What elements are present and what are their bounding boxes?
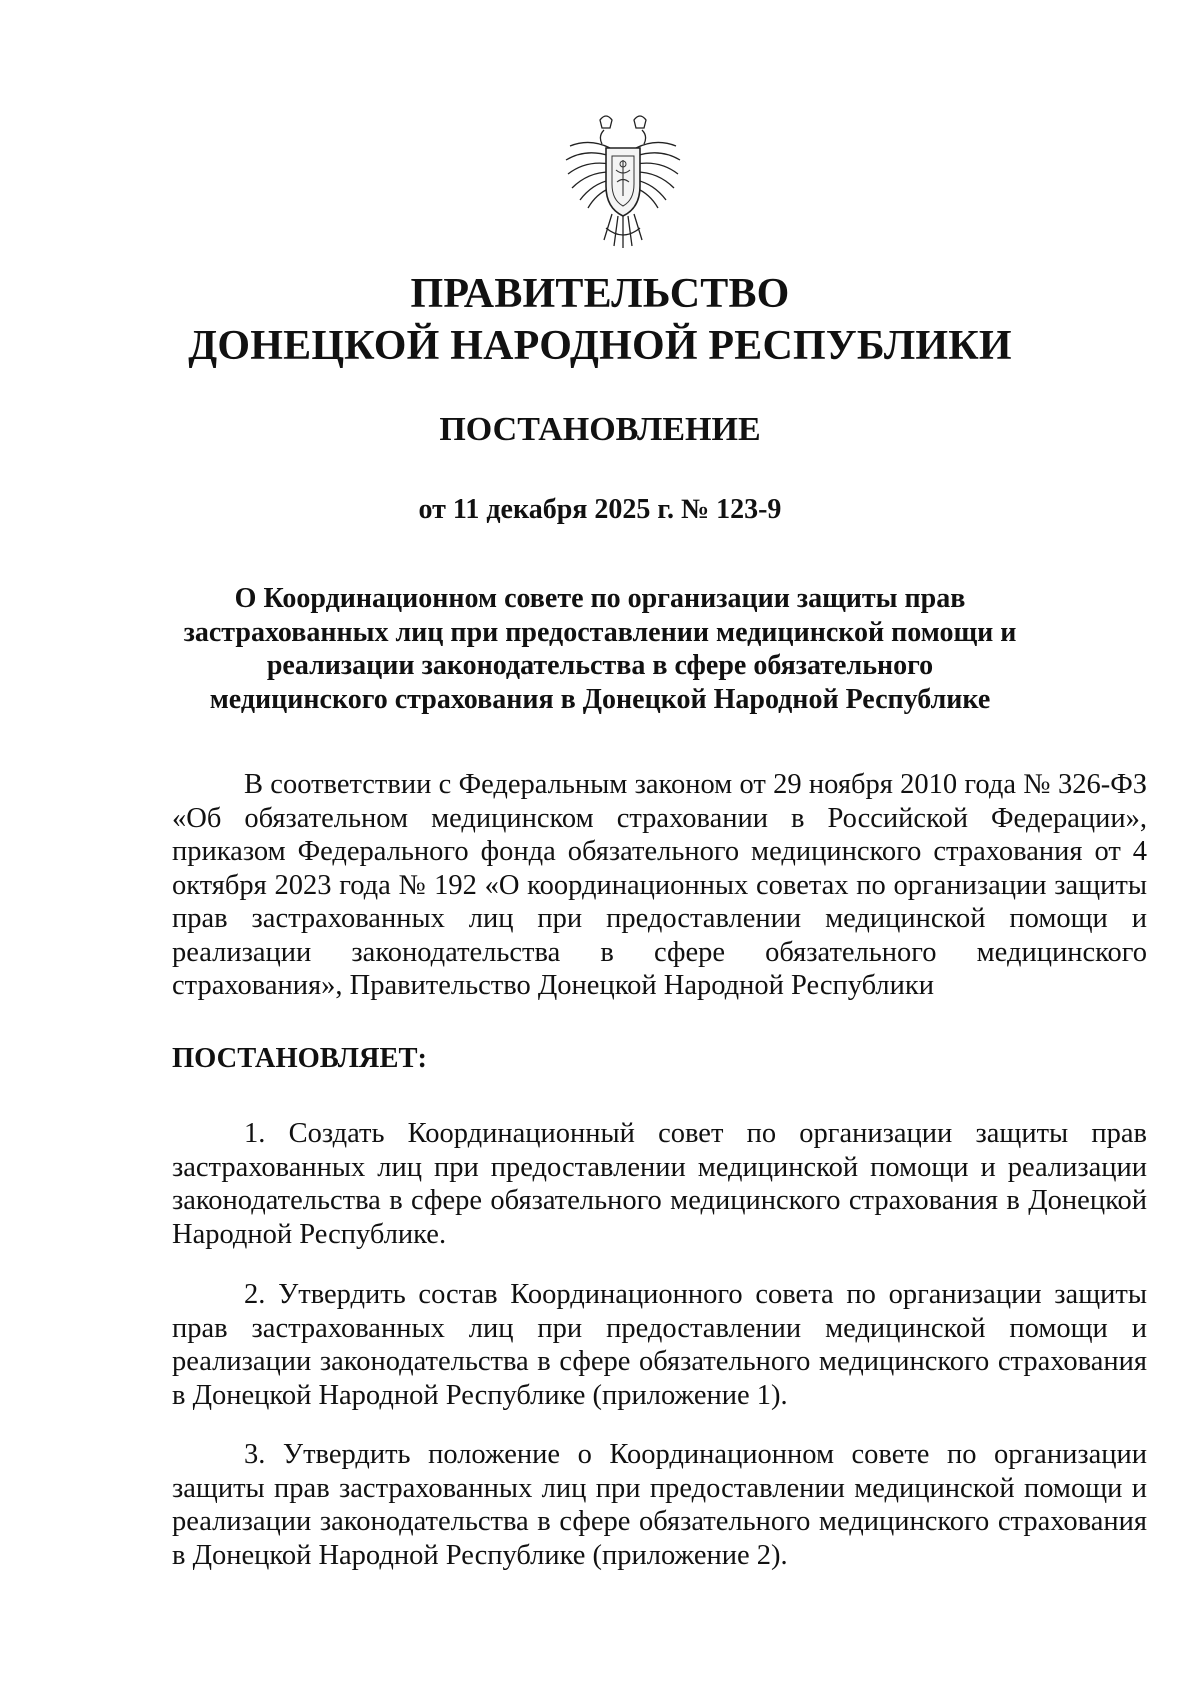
list-item: 3. Утвердить положение о Координационном совете по организации защиты прав застрахованных лиц при предоставлении медицинской помощи и реализации законодательства в сфере обязательного медицинского страхования в Донецкой Народной Республике (приложение 2). bbox=[172, 1439, 1147, 1571]
list-item: 1. Создать Координационный совет по организации защиты прав застрахованных лиц при предоставлении медицинской помощи и реализации законодательства в сфере обязательного медицинского страхования в Донецкой Народной Республике. bbox=[172, 1118, 1147, 1250]
document-title: О Координационном совете по организации защиты прав застрахованных лиц при предоставлении медицинской помощи и реализации законодательства в сфере обязательного медицинского страхования в Донецкой Народной Республике bbox=[183, 583, 1017, 715]
government-name-line2: ДОНЕЦКОЙ НАРОДНОЙ РЕСПУБЛИКИ bbox=[188, 323, 1012, 369]
preamble-paragraph: В соответствии с Федеральным законом от 29 ноября 2010 года № 326-ФЗ «Об обязательном медицинском страховании в Российской Федерации», приказом Федерального фонда обязательного медицинского страхования от 4 октября 2023 года № 192 «О координационных советах по организации защиты прав застрахованных лиц при предоставлении медицинской помощи и реализации законодательства в сфере обязательного медицинского страхования», Правительство Донецкой Народной Республики bbox=[172, 769, 1147, 1001]
resolves-heading: ПОСТАНОВЛЯЕТ: bbox=[172, 1043, 428, 1074]
government-name-line1: ПРАВИТЕЛЬСТВО bbox=[410, 271, 790, 317]
list-item: 2. Утвердить состав Координационного совета по организации защиты прав застрахованных лиц при предоставлении медицинской помощи и реализации законодательства в сфере обязательного медицинского страхования в Донецкой Народной Республике (приложение 1). bbox=[172, 1279, 1147, 1411]
coat-of-arms-icon bbox=[560, 108, 686, 258]
document-date-number: от 11 декабря 2025 г. № 123-9 bbox=[418, 494, 782, 525]
document-type: ПОСТАНОВЛЕНИЕ bbox=[439, 411, 761, 448]
government-name bbox=[0, 268, 1200, 372]
